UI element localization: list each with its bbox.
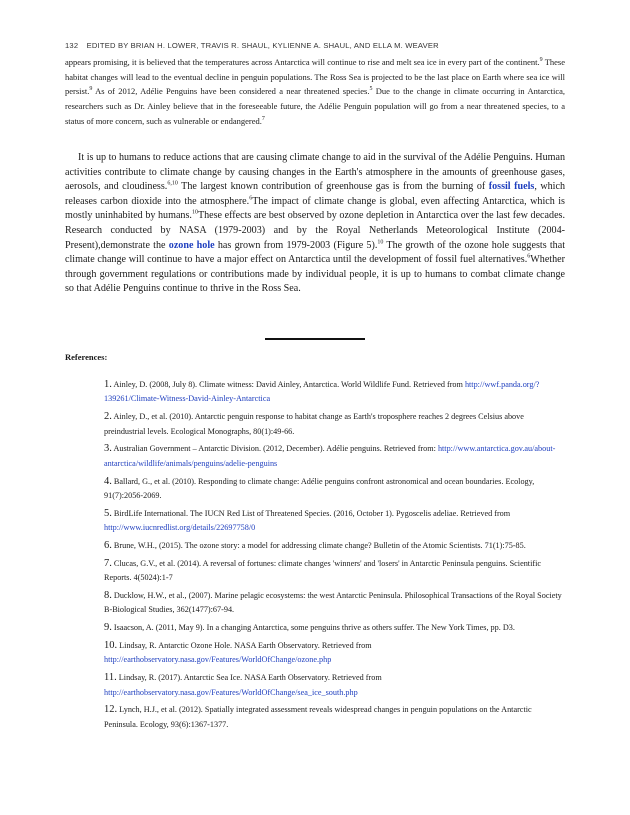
citation: 10 — [377, 239, 384, 246]
para2-text-4: The impact of climate change is global, even affecting Antarctica, which is mostly uninhabited by humans. — [65, 195, 565, 222]
reference-item — [104, 621, 564, 635]
reference-number: 4. — [104, 475, 112, 487]
ozone-hole-link[interactable]: ozone hole — [168, 239, 215, 251]
running-head-text: EDITED BY BRIAN H. LOWER, TRAVIS R. SHAUL, KYLIENNE A. SHAUL, AND ELLA M. WEAVER — [86, 41, 439, 50]
para2-text-5: These effects are best observed by ozone depletion in Antarctica over the last few decades. Research conducted by NASA (1979-2003) and by the Royal Netherlands Meteorological Institute (2004-Present),demonstrate the — [65, 210, 565, 251]
reference-text: BirdLife International. The IUCN Red List of Threatened Species. (2016, October 1). Pygoscelis adeliae. Retrieved from — [111, 508, 511, 518]
body-paragraph-1 — [65, 55, 565, 129]
reference-item — [104, 703, 564, 732]
reference-item — [104, 475, 564, 504]
para2-text-3: , which releases carbon dioxide into the atmosphere. — [65, 181, 566, 207]
reference-text: Ainley, D. (2008, July 8). Climate witness: David Ainley, Antarctica. World Wildlife Fund. Retrieved from — [111, 380, 465, 389]
reference-link[interactable]: http://wwf.panda.org/?139261/Climate-Witness-David-Ainley-Antarctica — [104, 380, 540, 404]
para1-text-1: appears promising, it is believed that the temperatures across Antarctica will continue to rise and melt sea ice in every part of the continent. — [65, 57, 540, 67]
reference-text: Isaacson, A. (2011, May 9). In a changing Antarctica, some penguins thrive as others suffer. The New York Times, pp. D3. — [111, 623, 515, 633]
reference-link[interactable]: http://earthobservatory.nasa.gov/Features/WorldOfChange/sea_ice_south.php — [104, 687, 358, 697]
reference-text: Clucas, G.V., et al. (2014). A reversal of fortunes: climate changes 'winners' and 'losers' in Antarctic Peninsula penguins. Scientific Reports. 4(5024):1-7 — [104, 558, 541, 583]
citation: 5 — [369, 86, 373, 93]
citation: 9 — [539, 57, 543, 64]
reference-number: 11. — [104, 672, 117, 684]
references-heading: References: — [65, 352, 108, 362]
para2-text-2: The largest known contribution of greenhouse gas is from the burning of — [177, 181, 489, 193]
citation: 7 — [261, 115, 265, 122]
reference-number: 3. — [104, 443, 112, 455]
reference-text: Ballard, G., et al. (2010). Responding to climate change: Adélie penguins confront astronomical and ocean boundaries. Ecology, 91(7):2056-2069. — [104, 476, 535, 501]
reference-link[interactable]: http://earthobservatory.nasa.gov/Features/WorldOfChange/ozone.php — [104, 655, 332, 665]
running-header — [65, 41, 439, 50]
reference-item — [104, 539, 564, 553]
reference-number: 1. — [104, 379, 112, 390]
reference-item — [104, 557, 564, 586]
citation: 9 — [89, 86, 93, 93]
section-divider — [265, 338, 365, 340]
para1-text-2: These habitat changes will lead to the eventual decline in penguin populations. The Ross Sea is projected to be the last place on Earth where sea ice will persist. — [65, 57, 565, 97]
reference-link[interactable]: http://www.iucnredlist.org/details/22697758/0 — [104, 523, 256, 533]
reference-item — [104, 378, 564, 407]
body-paragraph-2 — [65, 151, 565, 297]
citation: 6 — [527, 253, 531, 260]
reference-number: 8. — [104, 590, 112, 602]
reference-item — [104, 507, 564, 536]
reference-text: Lindsay, R. Antarctic Ozone Hole. NASA Earth Observatory. Retrieved from — [117, 641, 372, 651]
reference-number: 7. — [104, 557, 112, 569]
para2-text-8: Whether through government regulations or contributions made by individual people, it is up to humans to combat climate change so that Adélie Penguins continue to thrive in the Ross Sea. — [65, 254, 565, 295]
reference-number: 6. — [104, 540, 112, 552]
para2-text-1: It is up to humans to reduce actions that are causing climate change to aid in the survival of the Adélie Penguins. Human activities contribute to climate change by causing changes in the Earth's atmosphere in the amounts of greenhouse gases, aerosols, and cloudiness. — [65, 152, 565, 193]
para1-text-3: As of 2012, Adélie Penguins have been considered a near threatened species. — [92, 86, 370, 97]
reference-number: 12. — [104, 704, 118, 716]
reference-item — [104, 589, 564, 618]
reference-number: 2. — [104, 411, 112, 423]
references-list — [104, 378, 564, 736]
reference-item — [104, 671, 564, 700]
reference-number: 9. — [104, 622, 112, 634]
reference-link[interactable]: http://www.antarctica.gov.au/about-antarctica/wildlife/animals/penguins/adelie-penguins — [104, 444, 556, 468]
reference-text: Lindsay, R. (2017). Antarctic Sea Ice. NASA Earth Observatory. Retrieved from — [116, 673, 382, 683]
fossil-fuels-link[interactable]: fossil fuels — [488, 181, 535, 193]
reference-text: Ainley, D., et al. (2010). Antarctic penguin response to habitat change as Earth's troposphere reaches 2 degrees Celsius above preindustrial levels. Ecological Monographs, 80(1):49-66. — [104, 412, 524, 436]
reference-item — [104, 442, 564, 471]
reference-number: 10. — [104, 640, 118, 652]
reference-item — [104, 639, 564, 668]
para1-text-4: Due to the change in climate occurring in Antarctica, researchers such as Dr. Ainley believe that in the foreseeable future, the Adélie Penguin population will go from a near threatened species, to a status of more concern, such as vulnerable or endangered. — [65, 86, 565, 126]
reference-item — [104, 410, 564, 439]
citation: 10 — [191, 210, 198, 217]
reference-number: 5. — [104, 507, 112, 519]
reference-text: Australian Government – Antarctic Division. (2012, December). Adélie penguins. Retrieved from: — [111, 444, 438, 454]
reference-text: Brune, W.H., (2015). The ozone story: a model for addressing climate change? Bulletin of the Atomic Scientists. 71(1):75-85. — [111, 541, 526, 551]
citation: 6,10 — [167, 180, 178, 187]
page-number: 132 — [65, 41, 79, 50]
reference-text: Lynch, H.J., et al. (2012). Spatially integrated assessment reveals widespread changes in penguin populations on the Antarctic Peninsula. Ecology, 93(6):1367-1377. — [104, 705, 532, 729]
citation: 6 — [249, 195, 253, 202]
para2-text-7: The growth of the ozone hole suggests that climate change will continue to have a major effect on Antarctica until the development of fossil fuel alternatives. — [65, 239, 566, 266]
para2-text-6: has grown from 1979-2003 (Figure 5). — [214, 239, 378, 251]
reference-text: Ducklow, H.W., et al., (2007). Marine pelagic ecosystems: the west Antarctic Peninsula. Philosophical Transactions of the Royal Society B-Biological Studies, 362(1477):67-94. — [104, 591, 562, 615]
